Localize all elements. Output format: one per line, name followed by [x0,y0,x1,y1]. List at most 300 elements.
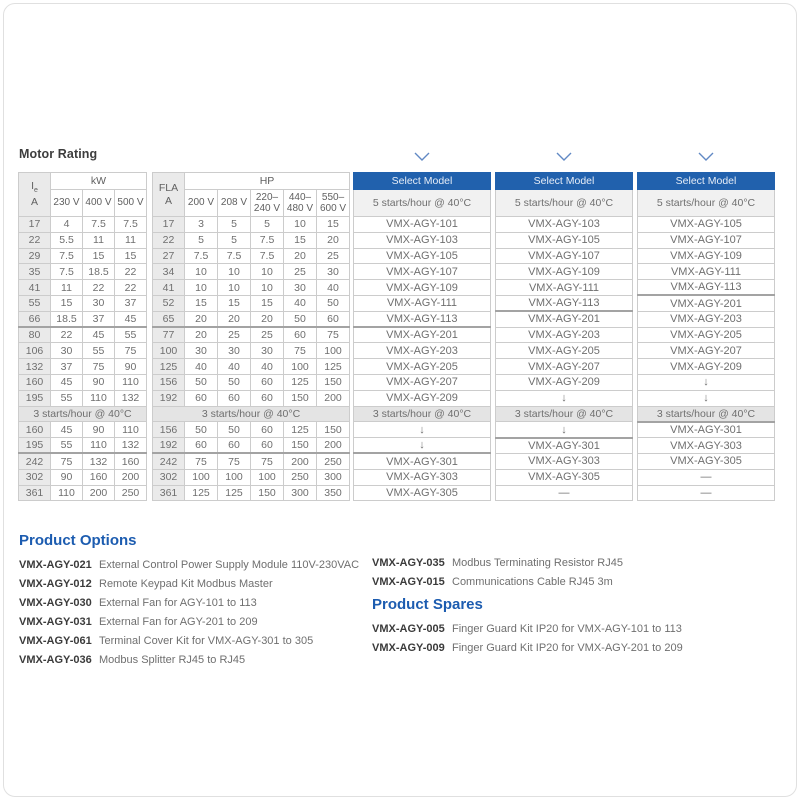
power-rating-cell: 50 [185,374,218,390]
table-row [496,374,633,390]
power-rating-cell: 75 [218,453,251,469]
power-rating-cell: 110 [115,422,147,438]
product-spares-heading: Product Spares [372,596,483,613]
starts-rating-subheader-row [19,406,147,422]
table-row [153,438,350,454]
table-row [19,422,147,438]
power-rating-cell: 30 [251,343,284,359]
model-cell: VMX-AGY-101 [354,217,491,233]
power-rating-cell: 300 [284,485,317,501]
power-rating-cell: 132 [115,390,147,406]
product-spares-section [372,596,683,657]
power-rating-cell: 100 [284,359,317,375]
power-rating-cell: 60 [317,311,350,327]
option-item [19,650,359,669]
model-cell: VMX-AGY-305 [496,469,633,485]
model-cell: VMX-AGY-111 [638,264,775,280]
part-number: VMX-AGY-036 [19,653,92,666]
power-rating-cell: 20 [317,232,350,248]
table-row [19,280,147,296]
current-rating-cell: 192 [153,390,185,406]
starts-rating-header: 5 starts/hour @ 40°C [638,190,775,217]
power-rating-cell: 100 [317,343,350,359]
power-rating-cell: 30 [185,343,218,359]
current-rating-cell: 29 [19,248,51,264]
part-description: Finger Guard Kit IP20 for VMX-AGY-201 to 209 [452,641,683,654]
power-rating-cell: 7.5 [251,248,284,264]
table-row [638,280,775,296]
power-rating-cell: 60 [185,438,218,454]
table-row [153,280,350,296]
current-rating-cell: 361 [153,485,185,501]
part-number: VMX-AGY-035 [372,556,445,569]
current-rating-cell: 192 [153,438,185,454]
model-cell: VMX-AGY-203 [496,327,633,343]
table-row [153,453,350,469]
model-cell: VMX-AGY-105 [354,248,491,264]
table-row [19,343,147,359]
part-description: Modbus Splitter RJ45 to RJ45 [99,653,246,666]
model-cell: VMX-AGY-113 [638,280,775,296]
power-rating-cell: 150 [317,374,350,390]
current-rating-cell: 41 [19,280,51,296]
model-cell: VMX-AGY-113 [496,295,633,311]
power-rating-cell: 20 [185,327,218,343]
option-item [372,619,683,638]
power-rating-cell: 15 [115,248,147,264]
power-rating-cell: 4 [51,217,83,233]
current-rating-cell: 17 [19,217,51,233]
model-cell: VMX-AGY-301 [496,438,633,454]
part-number: VMX-AGY-015 [372,575,445,588]
part-number: VMX-AGY-009 [372,641,445,654]
current-rating-cell: 22 [153,232,185,248]
table-row [153,374,350,390]
voltage-column-header: 400 V [83,190,115,217]
table-row [354,280,491,296]
power-rating-cell: 5 [218,232,251,248]
model-cell: VMX-AGY-105 [496,232,633,248]
model-cell: VMX-AGY-205 [496,343,633,359]
power-rating-cell: 40 [317,280,350,296]
power-rating-cell: 20 [218,311,251,327]
table-row [19,248,147,264]
current-rating-cell: 34 [153,264,185,280]
table-row [153,485,350,501]
power-rating-cell: 100 [218,469,251,485]
table-row [19,390,147,406]
table-row [153,248,350,264]
table-row [496,217,633,233]
table-row [153,422,350,438]
table-row [19,232,147,248]
current-rating-cell: 156 [153,422,185,438]
power-rating-cell: 200 [83,485,115,501]
power-rating-cell: 55 [115,327,147,343]
model-cell: ↓ [638,390,775,406]
current-rating-cell: 65 [153,311,185,327]
power-rating-cell: 7.5 [83,217,115,233]
model-cell: VMX-AGY-107 [638,232,775,248]
starts-rating-subheader: 3 starts/hour @ 40°C [638,406,775,422]
model-cell: VMX-AGY-109 [354,280,491,296]
power-rating-cell: 10 [284,217,317,233]
power-rating-cell: 90 [83,374,115,390]
model-cell: VMX-AGY-109 [496,264,633,280]
power-rating-cell: 90 [51,469,83,485]
power-rating-cell: 250 [317,453,350,469]
table-row [153,217,350,233]
table-row [496,327,633,343]
model-cell: VMX-AGY-103 [496,217,633,233]
table-row [496,343,633,359]
power-rating-cell: 7.5 [51,248,83,264]
table-row [354,295,491,311]
table-row [496,469,633,485]
power-rating-cell: 110 [83,438,115,454]
part-number: VMX-AGY-005 [372,622,445,635]
power-rating-cell: 10 [251,280,284,296]
power-rating-cell: 60 [284,327,317,343]
power-rating-cell: 55 [83,343,115,359]
model-select-table-2 [495,172,633,501]
current-rating-cell: 156 [153,374,185,390]
power-rating-cell: 30 [51,343,83,359]
model-cell: VMX-AGY-209 [638,359,775,375]
power-rating-cell: 10 [185,280,218,296]
power-rating-cell: 50 [317,295,350,311]
starts-rating-header: 5 starts/hour @ 40°C [496,190,633,217]
datasheet-page [3,3,797,797]
power-rating-cell: 160 [83,469,115,485]
table-row [638,217,775,233]
power-rating-cell: 25 [284,264,317,280]
model-select-table-1 [353,172,491,501]
chevron-down-icon[interactable] [413,151,431,162]
current-rating-cell: 55 [19,295,51,311]
power-rating-cell: 45 [83,327,115,343]
model-cell: — [496,485,633,501]
chevron-down-icon[interactable] [697,151,715,162]
power-rating-cell: 125 [185,485,218,501]
starts-rating-subheader-row [638,406,775,422]
model-cell: VMX-AGY-209 [496,374,633,390]
table-row [638,295,775,311]
part-number: VMX-AGY-012 [19,577,92,590]
current-rating-cell: 195 [19,438,51,454]
power-rating-cell: 75 [51,453,83,469]
table-row [638,374,775,390]
part-number: VMX-AGY-061 [19,634,92,647]
starts-rating-header: 5 starts/hour @ 40°C [354,190,491,217]
power-rating-cell: 200 [284,453,317,469]
table-row [153,295,350,311]
voltage-column-header: 230 V [51,190,83,217]
starts-rating-subheader: 3 starts/hour @ 40°C [19,406,147,422]
current-rating-cell: 22 [19,232,51,248]
power-rating-cell: 250 [284,469,317,485]
power-rating-cell: 7.5 [115,217,147,233]
table-row [496,248,633,264]
select-model-header[interactable]: Select Model [496,173,633,190]
table-row [354,232,491,248]
voltage-column-header: 500 V [115,190,147,217]
power-rating-cell: 40 [185,359,218,375]
model-cell: VMX-AGY-103 [354,232,491,248]
power-rating-cell: 15 [284,232,317,248]
model-cell: VMX-AGY-207 [496,359,633,375]
part-description: External Fan for AGY-201 to 209 [99,615,258,628]
part-description: External Fan for AGY-101 to 113 [99,596,257,609]
option-item [19,593,359,612]
power-rating-cell: 15 [317,217,350,233]
table-row [638,311,775,327]
table-row [354,390,491,406]
table-row [354,485,491,501]
model-cell: VMX-AGY-111 [496,280,633,296]
select-model-header[interactable]: Select Model [354,173,491,190]
current-rating-cell: 100 [153,343,185,359]
part-description: Finger Guard Kit IP20 for VMX-AGY-101 to 113 [452,622,682,635]
model-select-table-3 [637,172,775,501]
power-rating-cell: 90 [115,359,147,375]
chevron-down-icon[interactable] [555,151,573,162]
model-cell: VMX-AGY-201 [354,327,491,343]
model-cell: ↓ [496,422,633,438]
power-rating-cell: 125 [284,374,317,390]
starts-rating-subheader-row [354,406,491,422]
current-rating-cell: 302 [19,469,51,485]
current-rating-cell: 35 [19,264,51,280]
power-rating-cell: 7.5 [51,264,83,280]
table-row [19,264,147,280]
power-rating-cell: 125 [218,485,251,501]
table-row [496,453,633,469]
table-row [638,438,775,454]
power-rating-cell: 22 [83,280,115,296]
table-row [19,485,147,501]
power-rating-cell: 100 [185,469,218,485]
current-rating-cell: 195 [19,390,51,406]
model-cell: VMX-AGY-201 [638,295,775,311]
power-rating-cell: 75 [317,327,350,343]
power-rating-cell: 22 [115,280,147,296]
model-cell: VMX-AGY-207 [638,343,775,359]
unit-group-header: kW [51,173,147,190]
power-rating-cell: 132 [115,438,147,454]
power-rating-cell: 250 [115,485,147,501]
table-row [638,264,775,280]
table-row [354,343,491,359]
model-cell: VMX-AGY-301 [638,422,775,438]
table-row [354,327,491,343]
power-rating-cell: 150 [251,485,284,501]
table-row [153,311,350,327]
table-row [354,469,491,485]
table-row [354,422,491,438]
model-cell: VMX-AGY-113 [354,311,491,327]
starts-rating-subheader-row [496,406,633,422]
power-rating-cell: 125 [317,359,350,375]
table-row [354,311,491,327]
part-description: Modbus Terminating Resistor RJ45 [452,556,623,569]
part-number: VMX-AGY-030 [19,596,92,609]
power-rating-cell: 150 [284,438,317,454]
starts-rating-subheader: 3 starts/hour @ 40°C [354,406,491,422]
model-cell: ↓ [354,438,491,454]
table-row [19,359,147,375]
power-rating-cell: 60 [218,390,251,406]
table-row [153,327,350,343]
power-rating-cell: 22 [115,264,147,280]
power-rating-cell: 160 [115,453,147,469]
table-row [638,485,775,501]
part-description: Remote Keypad Kit Modbus Master [99,577,273,590]
power-rating-cell: 15 [218,295,251,311]
power-rating-cell: 75 [284,343,317,359]
section-title: Motor Rating [19,147,98,161]
select-model-header[interactable]: Select Model [638,173,775,190]
power-rating-cell: 5.5 [51,232,83,248]
model-cell: VMX-AGY-209 [354,390,491,406]
power-rating-cell: 3 [185,217,218,233]
power-rating-cell: 7.5 [251,232,284,248]
table-row [153,359,350,375]
table-row [354,438,491,454]
power-rating-cell: 110 [115,374,147,390]
model-cell: ↓ [354,422,491,438]
option-item [19,574,359,593]
table-row [19,327,147,343]
power-rating-cell: 75 [251,453,284,469]
power-rating-cell: 15 [83,248,115,264]
part-description: Terminal Cover Kit for VMX-AGY-301 to 305 [99,634,314,647]
power-rating-cell: 40 [284,295,317,311]
table-row [19,374,147,390]
model-cell: VMX-AGY-203 [638,311,775,327]
power-rating-cell: 45 [51,422,83,438]
power-rating-cell: 25 [218,327,251,343]
power-rating-cell: 50 [218,374,251,390]
current-rating-cell: 66 [19,311,51,327]
power-rating-cell: 37 [115,295,147,311]
table-row [153,343,350,359]
option-item [19,612,359,631]
power-rating-cell: 200 [317,438,350,454]
part-number: VMX-AGY-021 [19,558,92,571]
power-rating-cell: 55 [51,390,83,406]
model-cell: VMX-AGY-305 [354,485,491,501]
model-cell: VMX-AGY-111 [354,295,491,311]
power-rating-cell: 60 [218,438,251,454]
power-rating-cell: 350 [317,485,350,501]
power-rating-cell: 37 [51,359,83,375]
power-rating-cell: 5 [218,217,251,233]
power-rating-cell: 20 [284,248,317,264]
power-rating-cell: 300 [317,469,350,485]
table-row [638,248,775,264]
table-row [638,327,775,343]
current-rating-cell: 132 [19,359,51,375]
power-rating-cell: 30 [317,264,350,280]
power-rating-cell: 5 [185,232,218,248]
power-rating-cell: 5 [251,217,284,233]
power-rating-cell: 60 [251,438,284,454]
current-rating-cell: 302 [153,469,185,485]
part-number: VMX-AGY-031 [19,615,92,628]
power-rating-cell: 30 [218,343,251,359]
table-row [496,311,633,327]
power-rating-cell: 15 [185,295,218,311]
table-row [153,264,350,280]
power-rating-cell: 60 [251,422,284,438]
power-rating-cell: 15 [51,295,83,311]
starts-rating-subheader: 3 starts/hour @ 40°C [496,406,633,422]
power-rating-cell: 150 [284,390,317,406]
table-row [354,248,491,264]
current-rating-cell: 41 [153,280,185,296]
model-cell: ↓ [638,374,775,390]
starts-rating-subheader-row [153,406,350,422]
power-rating-cell: 10 [251,264,284,280]
part-description: External Control Power Supply Module 110V-230VAC [99,558,360,571]
power-rating-cell: 75 [83,359,115,375]
table-row [354,374,491,390]
table-row [496,390,633,406]
option-item [372,553,623,572]
current-rating-cell: 17 [153,217,185,233]
power-rating-cell: 30 [83,295,115,311]
model-cell: VMX-AGY-107 [496,248,633,264]
voltage-column-header: 220–240 V [251,190,284,217]
power-rating-cell: 45 [51,374,83,390]
voltage-column-header: 208 V [218,190,251,217]
model-cell: VMX-AGY-301 [354,453,491,469]
table-row [354,453,491,469]
current-rating-cell: 52 [153,295,185,311]
kw-rating-table [18,172,147,501]
current-rating-cell: 242 [153,453,185,469]
product-options-heading: Product Options [19,532,137,549]
power-rating-cell: 11 [83,232,115,248]
power-rating-cell: 55 [51,438,83,454]
table-row [638,390,775,406]
current-rating-cell: 242 [19,453,51,469]
power-rating-cell: 20 [185,311,218,327]
model-cell: VMX-AGY-207 [354,374,491,390]
voltage-column-header: 200 V [185,190,218,217]
model-cell: — [638,469,775,485]
model-cell: ↓ [496,390,633,406]
model-cell: VMX-AGY-203 [354,343,491,359]
product-options-section [19,532,359,669]
table-row [496,485,633,501]
table-row [19,295,147,311]
model-cell: VMX-AGY-205 [638,327,775,343]
table-row [354,264,491,280]
model-cell: VMX-AGY-107 [354,264,491,280]
power-rating-cell: 18.5 [51,311,83,327]
model-cell: VMX-AGY-303 [638,438,775,454]
power-rating-cell: 200 [115,469,147,485]
power-rating-cell: 37 [83,311,115,327]
power-rating-cell: 60 [185,390,218,406]
table-row [153,232,350,248]
power-rating-cell: 11 [115,232,147,248]
current-rating-cell: 160 [19,422,51,438]
table-row [354,359,491,375]
model-cell: VMX-AGY-303 [496,453,633,469]
